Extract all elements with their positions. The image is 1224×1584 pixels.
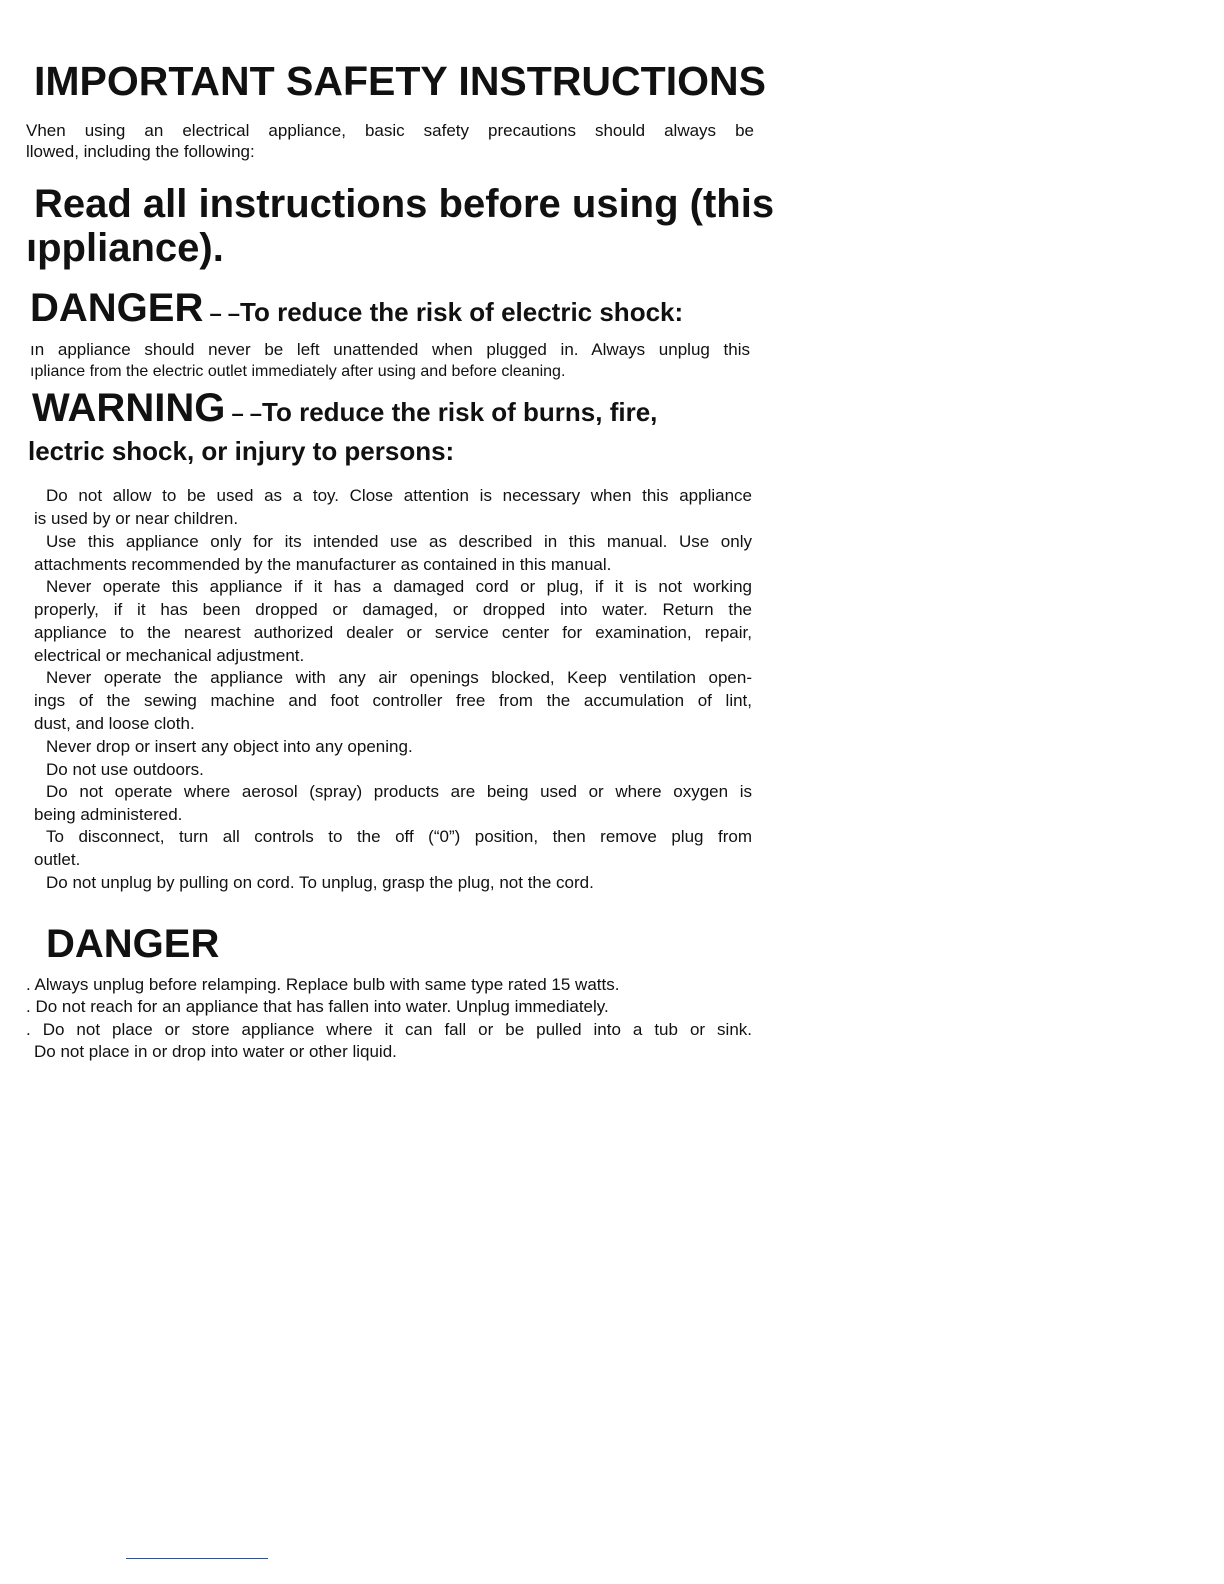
read-all-heading-line-2: ıppliance). bbox=[26, 226, 224, 270]
page-title: IMPORTANT SAFETY INSTRUCTIONS bbox=[34, 58, 766, 104]
intro-line-1: Vhen using an electrical appliance, basic safety precautions should always be bbox=[26, 121, 754, 140]
danger-body-line-1: ın appliance should never be left unattended when plugged in. Always unplug this bbox=[30, 340, 750, 359]
read-all-heading-line-1: Read all instructions before using (this bbox=[34, 182, 775, 226]
danger-item-line: Do not place in or drop into water or other liquid. bbox=[34, 1042, 397, 1061]
warning-item-line: ings of the sewing machine and foot controller free from the accumulation of lint, bbox=[34, 691, 752, 710]
warning-item-line: properly, if it has been dropped or damaged, or dropped into water. Return the bbox=[34, 600, 752, 619]
warning-keyword: WARNING bbox=[32, 386, 226, 430]
danger-keyword: DANGER bbox=[30, 286, 204, 330]
warning-item-line: Use this appliance only for its intended use as described in this manual. Use only bbox=[46, 532, 752, 551]
warning-item-line: Do not use outdoors. bbox=[46, 760, 204, 779]
warning-item-line: is used by or near children. bbox=[34, 509, 239, 528]
warning-subtitle-line-2: lectric shock, or injury to persons: bbox=[28, 436, 455, 466]
warning-item-line: outlet. bbox=[34, 850, 81, 869]
warning-item-line: attachments recommended by the manufacturer as contained in this manual. bbox=[34, 555, 612, 574]
warning-item-line: Do not allow to be used as a toy. Close attention is necessary when this appliance bbox=[46, 486, 752, 505]
warning-item-line: To disconnect, turn all controls to the off (“0”) position, then remove plug from bbox=[46, 827, 752, 846]
danger-item-line: . Do not place or store appliance where it can fall or be pulled into a tub or sink. bbox=[26, 1020, 752, 1039]
danger-dash: – – bbox=[203, 301, 241, 326]
warning-subtitle: To reduce the risk of burns, fire, bbox=[262, 397, 658, 427]
warning-item-line: being administered. bbox=[34, 805, 183, 824]
warning-dash: – – bbox=[225, 401, 263, 426]
danger-section-heading: DANGER bbox=[46, 922, 220, 966]
danger-body-line-2: ıpliance from the electric outlet immediately after using and before cleaning. bbox=[30, 363, 566, 380]
warning-heading bbox=[32, 386, 657, 431]
footer-rule bbox=[126, 1558, 268, 1559]
warning-item-line: appliance to the nearest authorized dealer or service center for examination, repair, bbox=[34, 623, 752, 642]
warning-item-line: dust, and loose cloth. bbox=[34, 714, 195, 733]
warning-item-line: Never operate this appliance if it has a damaged cord or plug, if it is not working bbox=[46, 577, 752, 596]
danger-heading bbox=[30, 286, 683, 331]
warning-heading-line-2 bbox=[28, 436, 454, 467]
warning-item-line: electrical or mechanical adjustment. bbox=[34, 646, 305, 665]
intro-line-2: llowed, including the following: bbox=[26, 142, 255, 161]
danger-subtitle: To reduce the risk of electric shock: bbox=[240, 297, 684, 327]
danger-item-line: . Do not reach for an appliance that has fallen into water. Unplug immediately. bbox=[26, 997, 609, 1016]
warning-item-line: Never operate the appliance with any air openings blocked, Keep ventilation open- bbox=[46, 668, 752, 687]
warning-item-line: Never drop or insert any object into any opening. bbox=[46, 737, 413, 756]
warning-item-line: Do not operate where aerosol (spray) products are being used or where oxygen is bbox=[46, 782, 752, 801]
warning-item-line: Do not unplug by pulling on cord. To unplug, grasp the plug, not the cord. bbox=[46, 873, 594, 892]
danger-item-line: . Always unplug before relamping. Replace bulb with same type rated 15 watts. bbox=[26, 975, 620, 994]
